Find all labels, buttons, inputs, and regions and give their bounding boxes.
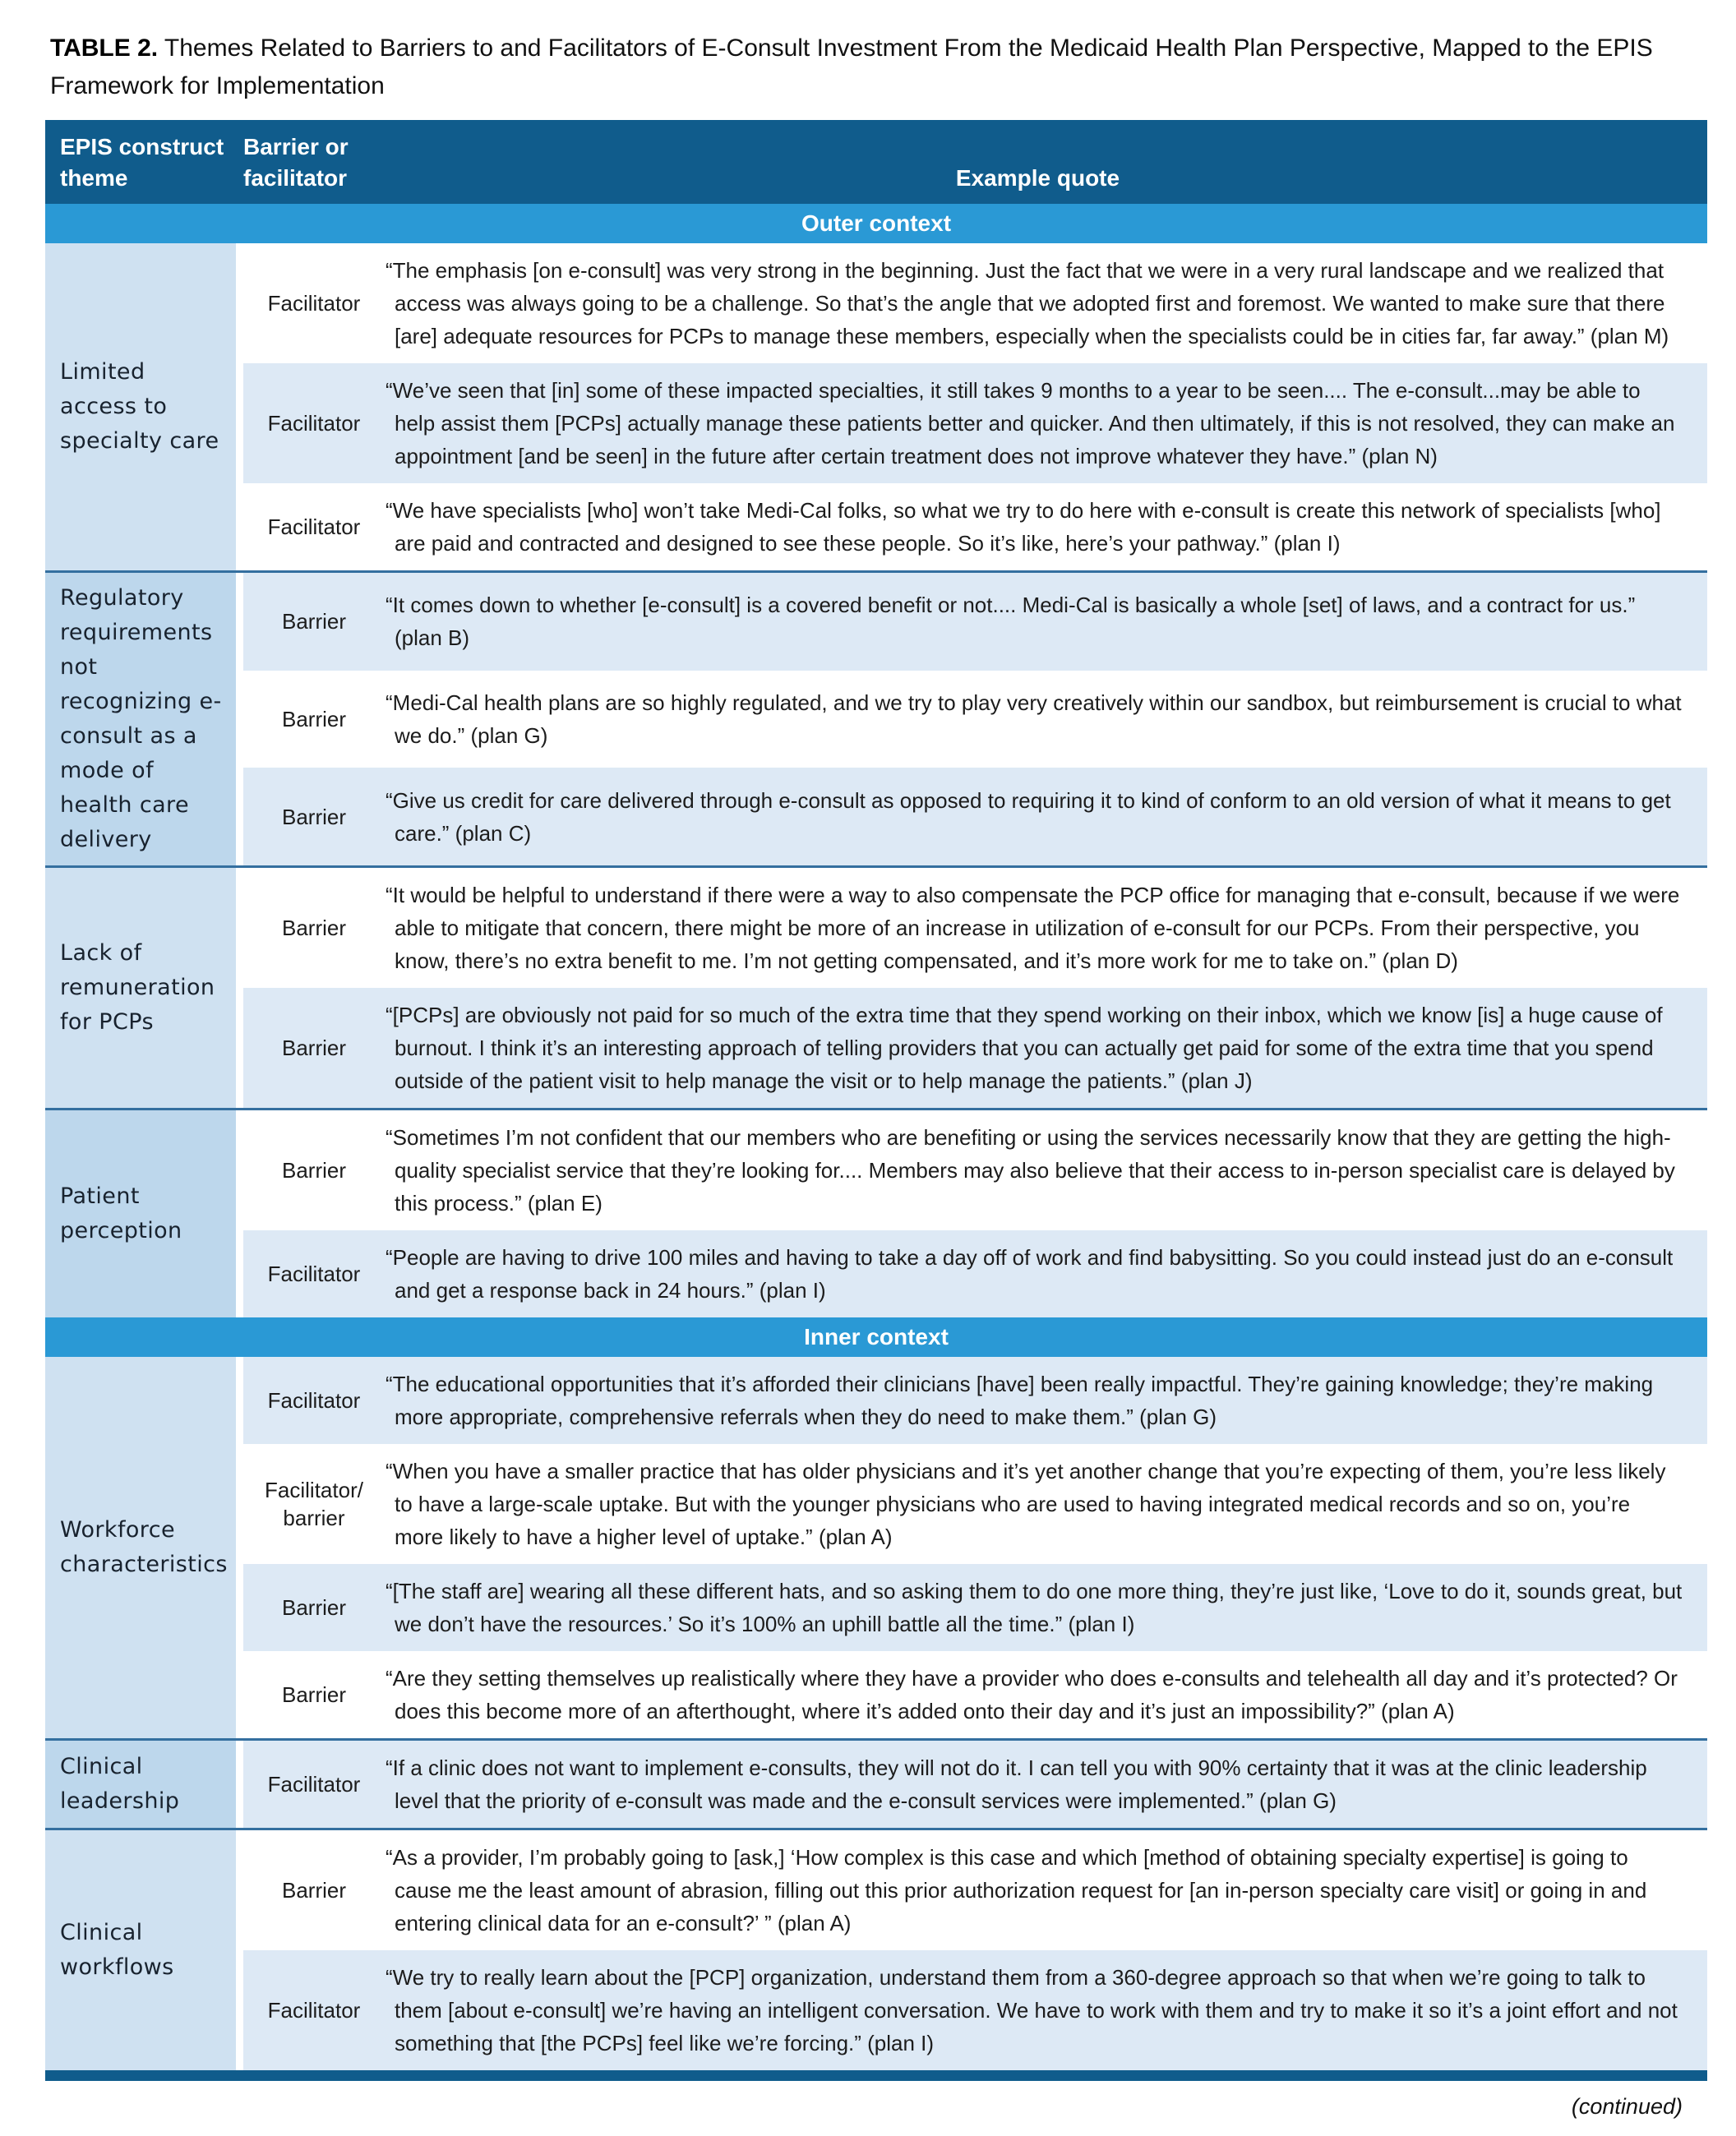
table-row xyxy=(243,243,1707,363)
quote-text: “[PCPs] are obviously not paid for so much of the extra time that they spend working on their inbox, which we know [is] a huge cause of burnout. I think it’s an interesting approach of telling providers that you can actually get paid for some of the extra time that you spend outside of the patient visit to help manage the visit or to help manage the patients.” (plan J) xyxy=(386,1003,1663,1093)
quote-text: “We try to really learn about the [PCP] organization, understand them from a 360-degree approach so that when we’re going to talk to them [about e-consult] we’re having an intelligent conversation. We have to work with them and try to make it so it’s a joint effort and not something that [the PCPs] feel like we’re forcing.” (plan I) xyxy=(386,1965,1678,2055)
example-quote-cell xyxy=(385,1651,1707,1738)
barrier-facilitator-cell: Barrier xyxy=(281,1595,346,1620)
example-quote-cell xyxy=(385,1741,1707,1828)
example-quote-cell xyxy=(385,1564,1707,1651)
column-gap xyxy=(236,573,243,865)
example-quote-cell xyxy=(385,363,1707,483)
example-quote-cell xyxy=(385,1230,1707,1317)
column-gap xyxy=(236,1741,243,1828)
barrier-facilitator-cell: Barrier xyxy=(281,1682,346,1707)
table-row xyxy=(243,1830,1707,1950)
theme-group-patient-perception xyxy=(45,1108,1707,1317)
table-row xyxy=(243,1357,1707,1444)
theme-group-clinical-leadership xyxy=(45,1738,1707,1828)
column-gap xyxy=(236,1110,243,1317)
theme-group-regulatory-requirements xyxy=(45,570,1707,865)
column-gap xyxy=(236,1830,243,2070)
theme-group-clinical-workflows xyxy=(45,1828,1707,2070)
table-row xyxy=(243,363,1707,483)
column-header-epis-construct-theme: EPIS construct theme xyxy=(60,134,224,191)
theme-group-workforce-characteristics xyxy=(45,1357,1707,1738)
example-quote-cell xyxy=(385,1110,1707,1230)
table-row xyxy=(243,768,1707,865)
table-caption-text: Themes Related to Barriers to and Facilitators of E-Consult Investment From the Medicaid Health Plan Perspective, Mapped to the EPIS Framework for Implementation xyxy=(50,35,1653,99)
theme-cell: Patient perception xyxy=(45,1110,236,1317)
barrier-facilitator-cell: Barrier xyxy=(281,609,346,634)
theme-group-lack-of-remuneration xyxy=(45,865,1707,1108)
table-caption xyxy=(50,30,1702,105)
example-quote-cell xyxy=(385,1830,1707,1950)
quote-text: “Sometimes I’m not confident that our members who are benefiting or using the services necessarily know that they are getting the high-quality specialist service that they’re looking for.... Members may also believe that their access to in-person specialist care is delayed by this process.” (plan E) xyxy=(386,1125,1675,1216)
group-rows xyxy=(243,1741,1707,1828)
barrier-facilitator-cell: Barrier xyxy=(281,707,346,731)
theme-cell: Lack of remuneration for PCPs xyxy=(45,868,236,1108)
quote-text: “If a clinic does not want to implement e-consults, they will not do it. I can tell you with 90% certainty that it was at the clinic leadership level that the priority of e-consult was made and the e-consult services were implemented.” (plan G) xyxy=(386,1755,1647,1813)
continued-note: (continued) xyxy=(1571,2094,1683,2119)
theme-group-limited-access xyxy=(45,243,1707,570)
group-rows xyxy=(243,868,1707,1108)
example-quote-cell xyxy=(385,671,1707,768)
group-rows xyxy=(243,1830,1707,2070)
example-quote-cell xyxy=(385,768,1707,865)
example-quote-cell xyxy=(385,243,1707,363)
example-quote-cell xyxy=(385,573,1707,671)
group-rows xyxy=(243,573,1707,865)
group-rows xyxy=(243,1357,1707,1738)
section-bar-inner-context: Inner context xyxy=(45,1317,1707,1357)
barrier-facilitator-cell: Facilitator xyxy=(267,411,361,436)
table-row xyxy=(243,1741,1707,1828)
example-quote-cell xyxy=(385,1950,1707,2070)
quote-text: “We have specialists [who] won’t take Medi-Cal folks, so what we try to do here with e-consult is create this network of specialists [who] are paid and contracted and designed to see these people. So it’s like, here’s your pathway.” (plan I) xyxy=(386,498,1661,556)
table-row xyxy=(243,671,1707,768)
barrier-facilitator-cell: Barrier xyxy=(281,916,346,940)
table-row xyxy=(243,573,1707,671)
group-rows xyxy=(243,1110,1707,1317)
barrier-facilitator-cell: Facilitator xyxy=(267,1388,361,1413)
table-row xyxy=(243,868,1707,988)
barrier-facilitator-cell: Facilitator/ barrier xyxy=(265,1478,363,1530)
quote-text: “We’ve seen that [in] some of these impacted specialties, it still takes 9 months to a year to be seen.... The e-consult...may be able to help assist them [PCPs] actually manage these patients better and quicker. And then ultimately, if this is not resolved, they can make an appointment [and be seen] in the future after certain treatment does not improve whatever they have.” (plan N) xyxy=(386,378,1675,468)
table-row xyxy=(243,483,1707,570)
quote-text: “People are having to drive 100 miles and having to take a day off of work and find babysitting. So you could instead just do an e-consult and get a response back in 24 hours.” (plan I) xyxy=(386,1245,1674,1303)
quote-text: “Give us credit for care delivered through e-consult as opposed to requiring it to kind of conform to an old version of what it means to get care.” (plan C) xyxy=(386,787,1671,846)
section-bar-outer-context: Outer context xyxy=(45,204,1707,243)
barrier-facilitator-cell: Facilitator xyxy=(267,291,361,316)
quote-text: “It comes down to whether [e-consult] is a covered benefit or not.... Medi-Cal is basically a whole [set] of laws, and a contract for us.” (plan B) xyxy=(386,593,1636,651)
theme-cell: Regulatory requirements not recognizing e-consult as a mode of health care delivery xyxy=(45,573,236,865)
barrier-facilitator-cell: Barrier xyxy=(281,804,346,829)
table-row xyxy=(243,1444,1707,1564)
barrier-facilitator-cell: Barrier xyxy=(281,1158,346,1183)
table-row xyxy=(243,988,1707,1108)
quote-text: “Are they setting themselves up realistically where they have a provider who does e-consults and telehealth all day and it’s protected? Or does this become more of an afterthought, where it’s added onto their day and it’s just an impossibility?” (plan A) xyxy=(386,1666,1678,1723)
barrier-facilitator-cell: Barrier xyxy=(281,1036,346,1060)
theme-cell: Limited access to specialty care xyxy=(45,243,236,570)
column-gap xyxy=(236,1357,243,1738)
quote-text: “It would be helpful to understand if there were a way to also compensate the PCP office for managing that e-consult, because if we were able to mitigate that concern, there might be more of an increase in utilization of e-consult for our PCPs. From their perspective, you know, there’s no extra benefit to me. I’m not getting compensated, and it’s more work for me to take on.” (plan D) xyxy=(386,883,1680,973)
example-quote-cell xyxy=(385,988,1707,1108)
example-quote-cell xyxy=(385,483,1707,570)
quote-text: “The educational opportunities that it’s afforded their clinicians [have] been really impactful. They’re gaining knowledge; they’re making more appropriate, comprehensive referrals when they do need to make them.” (plan G) xyxy=(386,1372,1654,1429)
barrier-facilitator-cell: Facilitator xyxy=(267,1262,361,1286)
table-row xyxy=(243,1950,1707,2070)
quote-text: “When you have a smaller practice that has older physicians and it’s yet another change that you’re expecting of them, you’re less likely to have a large-scale uptake. But with the younger physicians who are used to having integrated medical records and so on, you’re more likely to have a higher level of uptake.” (plan A) xyxy=(386,1459,1666,1549)
table-caption-number: TABLE 2. xyxy=(50,35,159,62)
theme-cell: Clinical workflows xyxy=(45,1830,236,2070)
table-row xyxy=(243,1230,1707,1317)
table-row xyxy=(243,1564,1707,1651)
table-header-row xyxy=(45,120,1707,204)
column-header-barrier-or-facilitator: Barrier or facilitator xyxy=(243,134,349,191)
example-quote-cell xyxy=(385,1444,1707,1564)
table-row xyxy=(243,1651,1707,1738)
column-header-example-quote: Example quote xyxy=(955,165,1120,191)
group-rows xyxy=(243,243,1707,570)
column-gap xyxy=(236,868,243,1108)
epis-table xyxy=(45,120,1707,2081)
table-row xyxy=(243,1110,1707,1230)
barrier-facilitator-cell: Barrier xyxy=(281,1878,346,1903)
quote-text: “[The staff are] wearing all these different hats, and so asking them to do one more thing, they’re just like, ‘Love to do it, sounds great, but we don’t have the resources.’ So it’s 100% an uphill battle all the time.” (plan I) xyxy=(386,1579,1683,1636)
theme-cell: Workforce characteristics xyxy=(45,1357,236,1738)
quote-text: “Medi-Cal health plans are so highly regulated, and we try to play very creatively within our sandbox, but reimbursement is crucial to what we do.” (plan G) xyxy=(386,690,1682,748)
theme-cell: Clinical leadership xyxy=(45,1741,236,1828)
table-bottom-rule xyxy=(45,2070,1707,2081)
barrier-facilitator-cell: Facilitator xyxy=(267,514,361,539)
quote-text: “The emphasis [on e-consult] was very strong in the beginning. Just the fact that we were in a very rural landscape and we realized that access was always going to be a challenge. So that’s the angle that we adopted first and foremost. We wanted to make sure that there [are] adequate resources for PCPs to manage these members, especially when the specialists could be in cities far, far away.” (plan M) xyxy=(386,258,1669,348)
column-gap xyxy=(236,243,243,570)
barrier-facilitator-cell: Facilitator xyxy=(267,1998,361,2023)
quote-text: “As a provider, I’m probably going to [ask,] ‘How complex is this case and which [method of obtaining specialty expertise] is going to cause me the least amount of abrasion, filling out this prior authorization request for [an in-person specialty care visit] or going in and entering clinical data for an e-consult?’ ” (plan A) xyxy=(386,1845,1647,1935)
barrier-facilitator-cell: Facilitator xyxy=(267,1772,361,1797)
example-quote-cell xyxy=(385,1357,1707,1444)
example-quote-cell xyxy=(385,868,1707,988)
